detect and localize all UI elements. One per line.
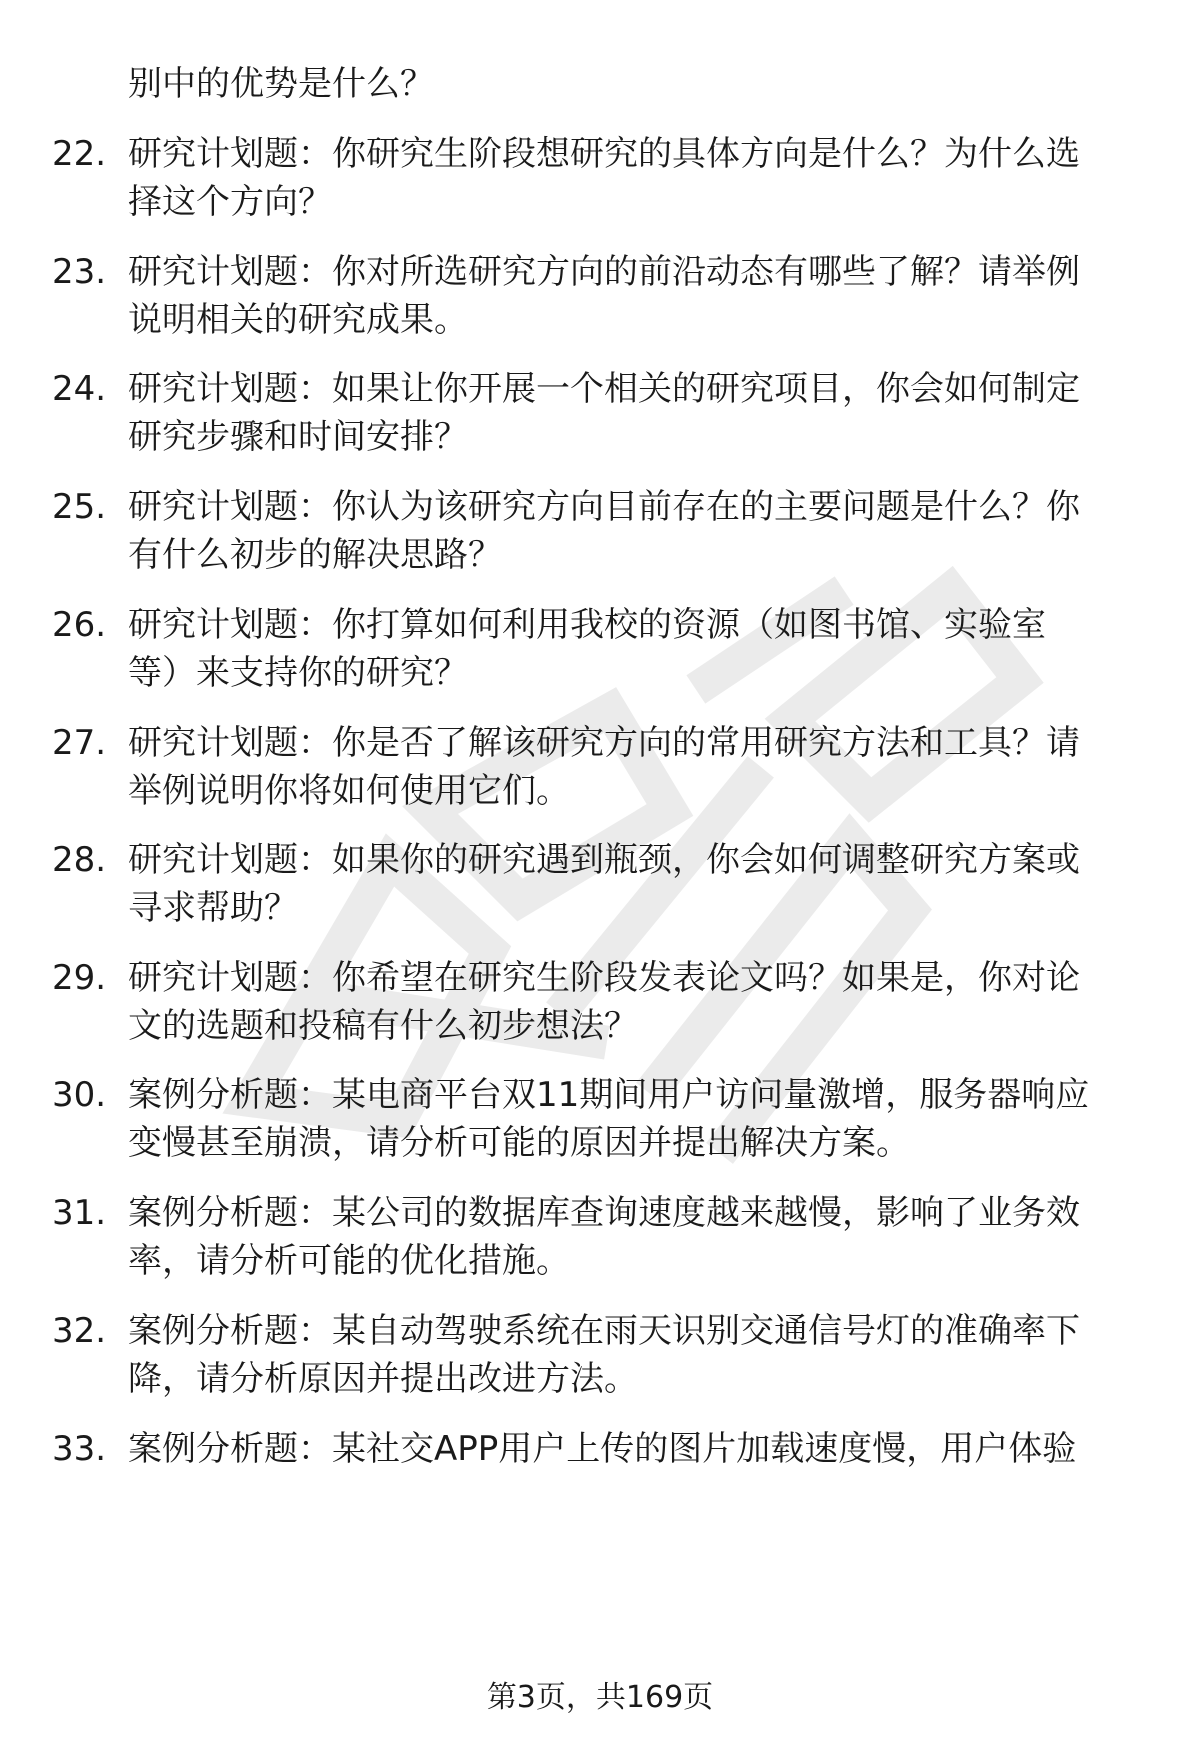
question-item (0, 483, 1200, 583)
question-text-line2: 降，请分析原因并提出改进方法。 (128, 1359, 638, 1399)
question-number: 27. (52, 723, 107, 763)
question-text-line2: 说明相关的研究成果。 (128, 300, 468, 340)
question-item (0, 365, 1200, 465)
question-text-line2: 研究步骤和时间安排？ (128, 417, 468, 457)
question-item (0, 601, 1200, 701)
question-number: 28. (52, 840, 107, 880)
question-text-line2: 文的选题和投稿有什么初步想法？ (128, 1006, 638, 1046)
question-item (0, 1071, 1200, 1171)
question-number: 29. (52, 958, 107, 998)
question-text-line2: 寻求帮助？ (128, 888, 298, 928)
question-text-line1: 研究计划题：如果让你开展一个相关的研究项目，你会如何制定 (128, 369, 1080, 409)
question-text-line2: 等）来支持你的研究？ (128, 653, 468, 693)
question-item (0, 130, 1200, 230)
question-text-line1: 研究计划题：你打算如何利用我校的资源（如图书馆、实验室 (128, 605, 1046, 645)
question-text-line2: 择这个方向？ (128, 182, 332, 222)
question-item (0, 836, 1200, 936)
question-text-line1: 研究计划题：你研究生阶段想研究的具体方向是什么？为什么选 (128, 134, 1080, 174)
question-number: 22. (52, 134, 107, 174)
question-text-line2: 有什么初步的解决思路？ (128, 535, 502, 575)
question-number: 24. (52, 369, 107, 409)
question-text-line2: 率，请分析可能的优化措施。 (128, 1241, 570, 1281)
question-item (0, 1189, 1200, 1289)
question-text-line1: 案例分析题：某社交APP用户上传的图片加载速度慢，用户体验 (128, 1429, 1077, 1469)
question-number: 23. (52, 252, 107, 292)
question-item (0, 1425, 1200, 1525)
question-text-line1: 研究计划题：你对所选研究方向的前沿动态有哪些了解？请举例 (128, 252, 1080, 292)
question-item (0, 719, 1200, 819)
question-text-line2: 变慢甚至崩溃，请分析可能的原因并提出解决方案。 (128, 1123, 910, 1163)
question-number: 31. (52, 1193, 107, 1233)
question-number: 33. (52, 1429, 107, 1469)
question-number: 26. (52, 605, 107, 645)
page-footer: 第3页，共169页 (486, 1680, 714, 1715)
question-text-line1: 研究计划题：你是否了解该研究方向的常用研究方法和工具？请 (128, 723, 1080, 763)
question-text-line1: 案例分析题：某公司的数据库查询速度越来越慢，影响了业务效 (128, 1193, 1080, 1233)
question-number: 25. (52, 487, 107, 527)
question-number: 32. (52, 1311, 107, 1351)
continued-text: 别中的优势是什么？ (128, 64, 434, 104)
question-item (0, 248, 1200, 348)
question-number: 30. (52, 1075, 107, 1115)
question-text-line1: 研究计划题：你希望在研究生阶段发表论文吗？如果是，你对论 (128, 958, 1080, 998)
question-text-line2: 举例说明你将如何使用它们。 (128, 771, 570, 811)
question-item (0, 1307, 1200, 1407)
question-text-line1: 研究计划题：你认为该研究方向目前存在的主要问题是什么？你 (128, 487, 1080, 527)
question-text-line1: 案例分析题：某电商平台双11期间用户访问量激增，服务器响应 (128, 1075, 1090, 1115)
question-text-line1: 研究计划题：如果你的研究遇到瓶颈，你会如何调整研究方案或 (128, 840, 1080, 880)
question-item (0, 954, 1200, 1054)
question-text-line1: 案例分析题：某自动驾驶系统在雨天识别交通信号灯的准确率下 (128, 1311, 1080, 1351)
